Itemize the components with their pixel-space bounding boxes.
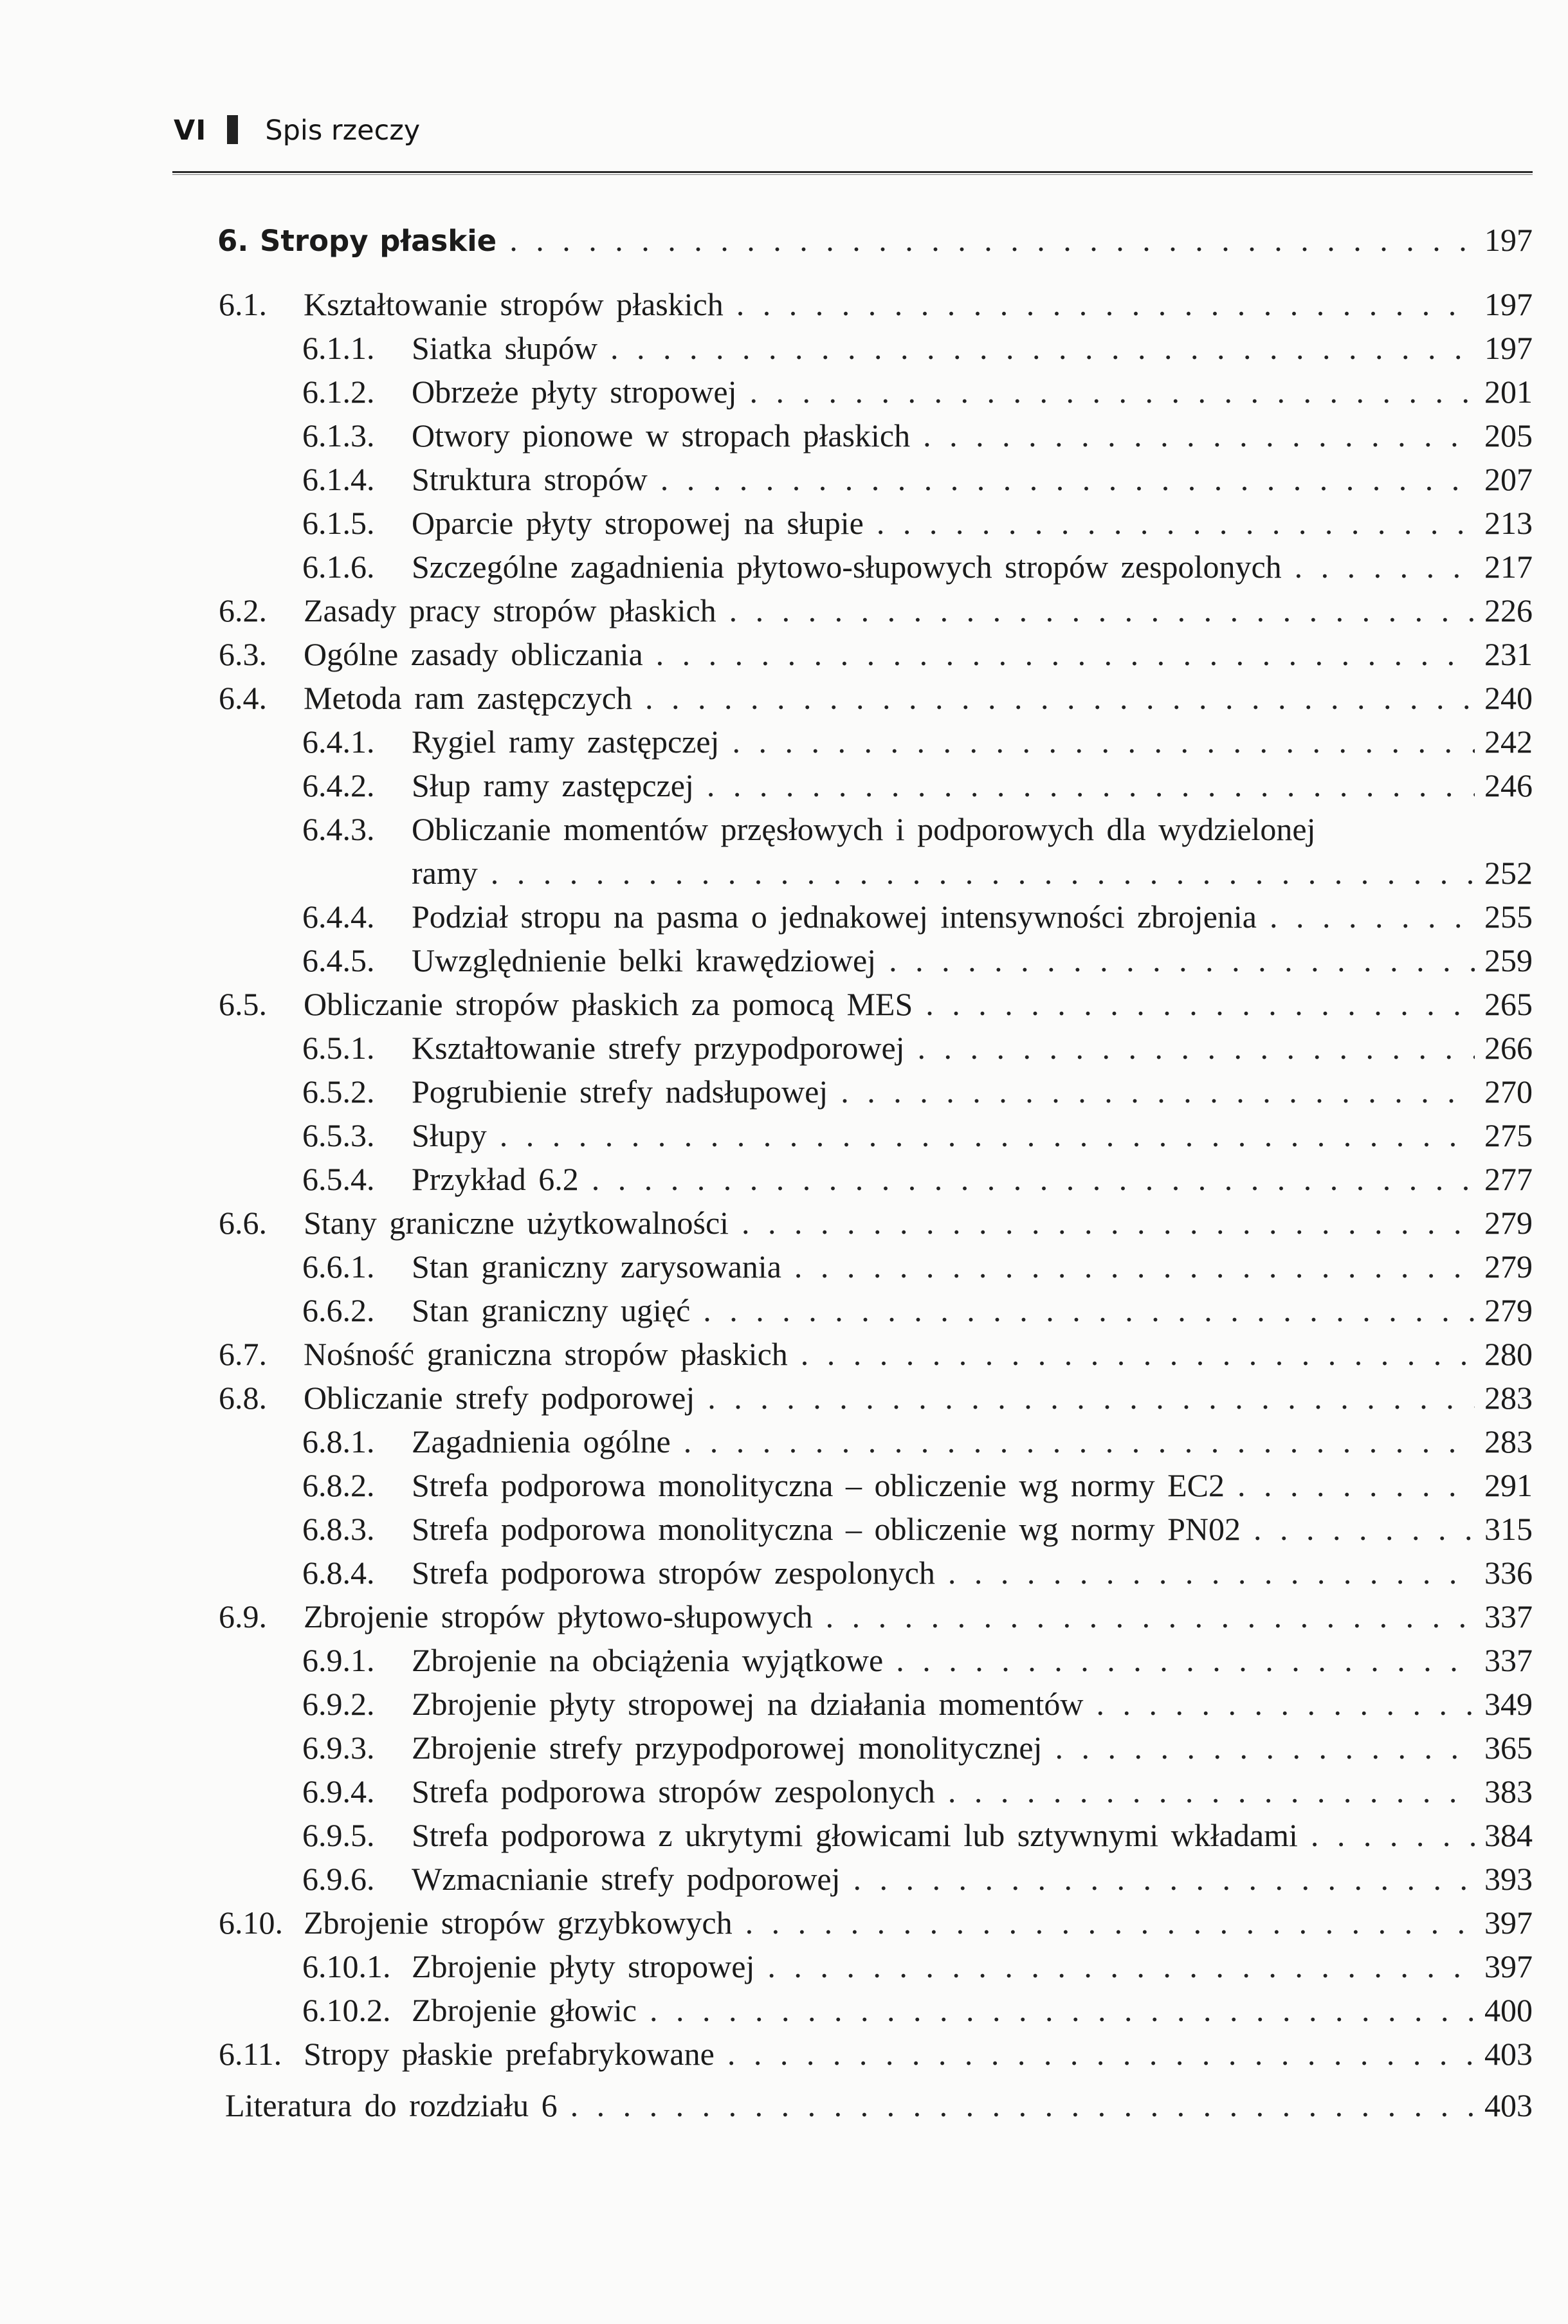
toc-entry-number: 6.7. (219, 1336, 267, 1372)
toc-leader (905, 1027, 1475, 1069)
toc-leader (910, 414, 1475, 457)
toc-leader (754, 1945, 1475, 1988)
toc-leader (716, 589, 1475, 632)
toc-entry-page: 242 (1484, 724, 1533, 760)
toc-entry-title: Zbrojenie głowic (412, 1992, 637, 2028)
toc-entry[interactable] (219, 983, 1533, 1025)
toc-entry-page: 207 (1484, 461, 1533, 497)
toc-leader (643, 633, 1475, 675)
toc-entry-number: 6.8.2. (302, 1467, 375, 1503)
toc-entry-continuation[interactable] (412, 852, 1533, 894)
toc-entry-page: 349 (1484, 1686, 1533, 1722)
toc-entry[interactable] (302, 371, 1533, 413)
toc-entry-title: Szczególne zagadnienia płytowo-słupowych stropów zespolonych (412, 549, 1282, 585)
toc-entry-page: 277 (1484, 1161, 1533, 1197)
toc-entry-number: 6.8. (219, 1380, 267, 1416)
toc-chapter[interactable]: 6. Stropy płaskie . . . 197 (219, 219, 1533, 261)
header-rule-shadow (172, 174, 1533, 175)
toc-entry-page: 217 (1484, 549, 1533, 585)
toc-entry-number: 6.6.2. (302, 1292, 375, 1328)
running-header-title: Spis rzeczy (265, 114, 421, 147)
toc-entry-number: 6.10.2. (302, 1992, 391, 2028)
toc-entry-page: 403 (1484, 2087, 1533, 2123)
toc-entry-title: Obrzeże płyty stropowej (412, 374, 737, 410)
toc-entry-title: Ogólne zasady obliczania (304, 636, 643, 672)
toc-entry-title: Strefa podporowa monolityczna – obliczenie wg normy PN02 (412, 1511, 1241, 1547)
toc-entry-title: Otwory pionowe w stropach płaskich (412, 417, 911, 453)
page-number-roman: VI (174, 114, 207, 147)
toc-entry-title: Słup ramy zastępczej (412, 767, 694, 803)
toc-leader (813, 1595, 1475, 1638)
toc-entry-title: Strefa podporowa stropów zespolonych (412, 1555, 935, 1591)
toc-entry-page: 226 (1484, 592, 1533, 628)
toc-entry-title: Oparcie płyty stropowej na słupie (412, 505, 864, 541)
toc-entry-number: 6.9.1. (302, 1642, 375, 1678)
toc-leader (935, 1770, 1475, 1813)
toc-entry-number: 6.8.3. (302, 1511, 375, 1547)
toc-entry-number: 6.9.6. (302, 1861, 375, 1897)
toc-entry-page: 383 (1484, 1773, 1533, 1809)
toc-leader (1298, 1814, 1475, 1856)
toc-entry[interactable] (302, 1639, 1533, 1681)
toc-leader (579, 1158, 1475, 1200)
toc-entry-title: Metoda ram zastępczych (304, 680, 632, 716)
toc-entry-title: Podział stropu na pasma o jednakowej intensywności zbrojenia (412, 899, 1257, 935)
toc-entry-number: 6.4. (219, 680, 267, 716)
toc-leader (1042, 1726, 1475, 1769)
toc-leader (1083, 1683, 1475, 1725)
toc-leader (737, 371, 1475, 413)
toc-entry-number: 6.1.2. (302, 374, 375, 410)
toc-entry-number: 6.3. (219, 636, 267, 672)
toc-entry-title: Struktura stropów (412, 461, 648, 497)
toc-entry[interactable] (219, 589, 1533, 632)
toc-entry[interactable] (302, 1158, 1533, 1200)
toc-entry[interactable] (302, 1814, 1533, 1856)
toc-entry-page: 246 (1484, 767, 1533, 803)
toc-entry-title: Stan graniczny ugięć (412, 1292, 691, 1328)
toc-entry-title: Zbrojenie na obciążenia wyjątkowe (412, 1642, 884, 1678)
toc-entry[interactable] (219, 283, 1533, 325)
toc-entry-number: 6.5.3. (302, 1117, 375, 1153)
toc-entry[interactable] (219, 2033, 1533, 2075)
toc-leader (913, 983, 1475, 1025)
toc-entry-page: 213 (1484, 505, 1533, 541)
toc-leader (719, 720, 1475, 763)
toc-entry[interactable] (219, 1377, 1533, 1419)
toc-entry[interactable] (302, 764, 1533, 807)
toc-leader (558, 2084, 1475, 2127)
toc-entry-page: 279 (1484, 1292, 1533, 1328)
toc-entry-title: Obliczanie stropów płaskich za pomocą MES (304, 986, 913, 1022)
toc-entry[interactable] (302, 1989, 1533, 2031)
toc-entry[interactable] (302, 1770, 1533, 1813)
toc-entry-title: Zasady pracy stropów płaskich (304, 592, 716, 628)
toc-entry-title: Obliczanie momentów przęsłowych i podporowych dla wydzielonej (412, 811, 1316, 847)
toc-entry-number: 6.9. (219, 1598, 267, 1634)
toc-entry[interactable] (302, 939, 1533, 982)
running-header (174, 108, 420, 153)
toc-entry-title: Stany graniczne użytkowalności (304, 1205, 729, 1241)
toc-entry-page: 255 (1484, 899, 1533, 935)
toc-entry-number: 6.1.4. (302, 461, 375, 497)
toc-chapter-page: 197 (1484, 222, 1533, 258)
toc-entry-number: 6.5.1. (302, 1030, 375, 1066)
toc-entry[interactable] (302, 1726, 1533, 1769)
toc-leader (828, 1070, 1475, 1113)
toc-entry-title: Uwzględnienie belki krawędziowej (412, 942, 877, 978)
toc-entry[interactable] (219, 677, 1533, 719)
toc-entry-number: 6.1.3. (302, 417, 375, 453)
toc-entry-page: 336 (1484, 1555, 1533, 1591)
toc-entry-title: Zbrojenie płyty stropowej na działania momentów (412, 1686, 1084, 1722)
toc-entry[interactable] (302, 1551, 1533, 1594)
toc-entry-page: 280 (1484, 1336, 1533, 1372)
toc-entry[interactable] (302, 327, 1533, 369)
toc-entry-page: 315 (1484, 1511, 1533, 1547)
toc-entry-page: 259 (1484, 942, 1533, 978)
toc-entry-literature[interactable] (225, 2084, 1533, 2127)
toc-entry-number: 6.4.3. (302, 811, 375, 847)
toc-entry-title: Słupy (412, 1117, 487, 1153)
toc-entry[interactable] (219, 633, 1533, 675)
header-rule (172, 171, 1533, 173)
toc-entry-page: 291 (1484, 1467, 1533, 1503)
toc-leader (497, 219, 1475, 261)
toc-leader (478, 852, 1475, 894)
toc-leader (715, 2033, 1475, 2075)
toc-entry[interactable] (302, 1114, 1533, 1157)
toc-entry[interactable] (302, 1070, 1533, 1113)
toc-entry-page: 265 (1484, 986, 1533, 1022)
toc-entry[interactable] (302, 1420, 1533, 1463)
toc-entry-page: 275 (1484, 1117, 1533, 1153)
toc-entry-number: 6.9.2. (302, 1686, 375, 1722)
toc-entry-number: 6.11. (219, 2036, 282, 2072)
toc-entry-page: 197 (1484, 286, 1533, 322)
toc-leader (841, 1858, 1475, 1900)
toc-entry[interactable] (302, 1245, 1533, 1288)
toc-entry[interactable] (302, 1508, 1533, 1550)
toc-entry-number: 6.4.2. (302, 767, 375, 803)
toc-leader (733, 1901, 1475, 1944)
toc-entry-title: Strefa podporowa z ukrytymi głowicami lub sztywnymi wkładami (412, 1817, 1298, 1853)
toc-leader (637, 1989, 1475, 2031)
toc-entry-page: 197 (1484, 330, 1533, 366)
toc-entry-number: 6.10.1. (302, 1948, 391, 1984)
toc-entry-title: Zbrojenie płyty stropowej (412, 1948, 755, 1984)
toc-entry[interactable] (302, 1027, 1533, 1069)
toc-entry-title: Zagadnienia ogólne (412, 1423, 671, 1459)
toc-entry-number: 6.9.5. (302, 1817, 375, 1853)
toc-entry-title: Rygiel ramy zastępczej (412, 724, 720, 760)
toc-entry[interactable] (302, 895, 1533, 938)
toc-leader (1257, 895, 1475, 938)
toc-entry-page: 266 (1484, 1030, 1533, 1066)
toc-entry-number: 6.8.1. (302, 1423, 375, 1459)
toc-entry-title: ramy (412, 855, 478, 891)
toc-leader (690, 1289, 1475, 1331)
toc-entry-page: 240 (1484, 680, 1533, 716)
header-square-marker (227, 115, 238, 144)
toc-entry-page: 279 (1484, 1205, 1533, 1241)
toc-entry-number: 6.5.4. (302, 1161, 375, 1197)
toc-leader (788, 1333, 1475, 1375)
toc-entry-title: Kształtowanie stropów płaskich (304, 286, 724, 322)
toc-entry-number: 6.1.5. (302, 505, 375, 541)
toc-leader (883, 1639, 1475, 1681)
toc-entry[interactable] (302, 1683, 1533, 1725)
toc-entry-number: 6.9.3. (302, 1730, 375, 1766)
toc-entry-number: 6.10. (219, 1905, 283, 1941)
toc-entry-page: 403 (1484, 2036, 1533, 2072)
toc-entry[interactable] (302, 1289, 1533, 1331)
toc-entry-number: 6.4.1. (302, 724, 375, 760)
toc-entry[interactable] (302, 458, 1533, 500)
toc-entry-page: 397 (1484, 1905, 1533, 1941)
toc-entry[interactable] (302, 545, 1533, 588)
toc-entry-title: Pogrubienie strefy nadsłupowej (412, 1074, 828, 1110)
toc-entry-title: Stan graniczny zarysowania (412, 1249, 781, 1285)
toc-entry[interactable] (302, 1464, 1533, 1506)
toc-leader (876, 939, 1475, 982)
toc-entry-page: 231 (1484, 636, 1533, 672)
toc-entry-page: 365 (1484, 1730, 1533, 1766)
toc-leader (632, 677, 1475, 719)
toc-entry-number: 6.4.4. (302, 899, 375, 935)
toc-entry-page: 397 (1484, 1948, 1533, 1984)
toc-entry-title: Przykład 6.2 (412, 1161, 579, 1197)
toc-entry-title: Zbrojenie strefy przypodporowej monolitycznej (412, 1730, 1043, 1766)
toc-entry-title: Zbrojenie stropów grzybkowych (304, 1905, 733, 1941)
toc-leader (671, 1420, 1475, 1463)
toc-entry-title: Stropy płaskie prefabrykowane (304, 2036, 715, 2072)
toc-leader (724, 283, 1475, 325)
toc-entry-number: 6.6. (219, 1205, 267, 1241)
toc-entry-number: 6.6.1. (302, 1249, 375, 1285)
toc-entry-page: 283 (1484, 1423, 1533, 1459)
toc-leader (597, 327, 1475, 369)
toc-leader (1241, 1508, 1475, 1550)
toc-entry-title: Kształtowanie strefy przypodporowej (412, 1030, 905, 1066)
toc-entry-page: 252 (1484, 855, 1533, 891)
toc-entry[interactable] (302, 808, 1533, 850)
toc-entry-title: Literatura do rozdziału 6 (225, 2087, 558, 2123)
toc-entry[interactable] (219, 1901, 1533, 1944)
toc-chapter-title: Stropy płaskie (260, 224, 497, 258)
toc-entry-title: Zbrojenie stropów płytowo-słupowych (304, 1598, 813, 1634)
toc-entry[interactable] (302, 502, 1533, 544)
toc-leader (864, 502, 1475, 544)
toc-entry[interactable] (302, 414, 1533, 457)
toc-entry-number: 6.5.2. (302, 1074, 375, 1110)
toc-leader (781, 1245, 1475, 1288)
toc-entry-title: Obliczanie strefy podporowej (304, 1380, 695, 1416)
toc-entry-number: 6.2. (219, 592, 267, 628)
toc-entry-page: 283 (1484, 1380, 1533, 1416)
toc-entry-page: 279 (1484, 1249, 1533, 1285)
toc-entry-page: 205 (1484, 417, 1533, 453)
toc-entry-page: 337 (1484, 1642, 1533, 1678)
toc-entry-number: 6.1.6. (302, 549, 375, 585)
toc-entry[interactable] (302, 720, 1533, 763)
toc-leader (935, 1551, 1475, 1594)
toc-entry-page: 384 (1484, 1817, 1533, 1853)
toc-leader (729, 1202, 1475, 1244)
toc-entry-page: 393 (1484, 1861, 1533, 1897)
toc-entry[interactable] (219, 1595, 1533, 1638)
toc-entry[interactable] (302, 1945, 1533, 1988)
toc-entry-page: 337 (1484, 1598, 1533, 1634)
toc-entry-number: 6.5. (219, 986, 267, 1022)
toc-leader (1225, 1464, 1475, 1506)
toc-leader (648, 458, 1475, 500)
toc-entry-title: Nośność graniczna stropów płaskich (304, 1336, 788, 1372)
toc-entry-number: 6.4.5. (302, 942, 375, 978)
toc-entry-page: 270 (1484, 1074, 1533, 1110)
toc-entry[interactable] (219, 1333, 1533, 1375)
toc-leader (694, 764, 1475, 807)
toc-entry-number: 6.9.4. (302, 1773, 375, 1809)
toc-entry-number: 6.8.4. (302, 1555, 375, 1591)
toc-entry-title: Strefa podporowa stropów zespolonych (412, 1773, 935, 1809)
toc-entry[interactable] (219, 1202, 1533, 1244)
toc-entry-number: 6.1. (219, 286, 267, 322)
toc-leader (695, 1377, 1475, 1419)
toc-entry-page: 201 (1484, 374, 1533, 410)
toc-entry-number: 6.1.1. (302, 330, 375, 366)
toc-entry[interactable] (302, 1858, 1533, 1900)
toc-entry-title: Strefa podporowa monolityczna – obliczenie wg normy EC2 (412, 1467, 1225, 1503)
toc-entry-page: 400 (1484, 1992, 1533, 2028)
toc-entry-title: Wzmacnianie strefy podporowej (412, 1861, 841, 1897)
toc-leader (1282, 545, 1475, 588)
toc-leader (487, 1114, 1475, 1157)
toc-entry-title: Siatka słupów (412, 330, 597, 366)
